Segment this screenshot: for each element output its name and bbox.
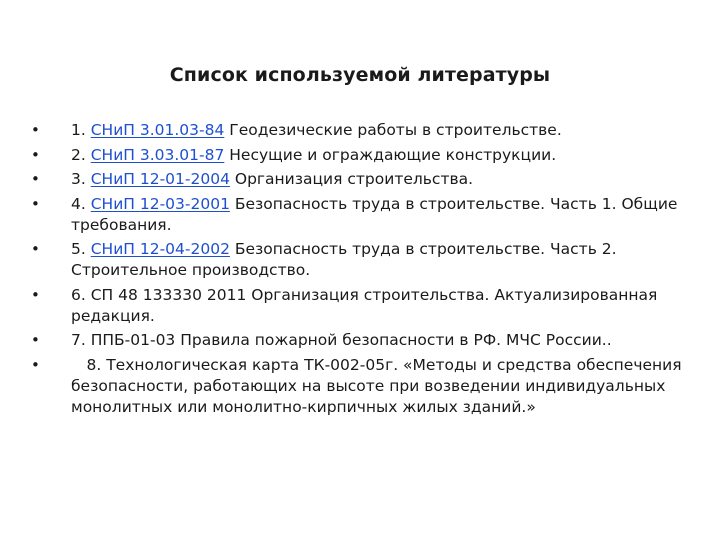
reference-text: Геодезические работы в строительстве. [224,121,562,139]
list-item [29,120,689,141]
list-item [29,169,689,190]
reference-text: Безопасность труда в строительстве. Часть 1. Общие требования. [71,194,678,234]
reference-number: 4. [71,194,91,213]
bullet-icon: • [31,170,40,188]
list-item [29,355,689,418]
reference-text: 8. Технологическая карта ТК-002-05г. «Методы и средства обеспечения безопасности, работающих на высоте при возведении индивидуальных монолитных или монолитно-кирпичных жилых зданий.» [71,355,682,416]
list-item [29,194,689,236]
list-item [29,330,689,351]
bullet-icon: • [31,121,40,139]
bullet-icon: • [31,355,40,374]
bullet-icon: • [31,331,40,349]
reference-number: 1. [71,121,91,139]
reference-number: 5. [71,240,91,258]
reference-link[interactable]: СНиП 12-04-2002 [90,240,230,258]
bullet-icon: • [31,194,40,213]
list-item [29,285,689,327]
reference-number: 2. [71,145,91,164]
bullet-icon: • [31,285,40,304]
reference-link[interactable]: СНиП 3.01.03-84 [90,121,225,139]
reference-link[interactable]: СНиП 3.03.01-87 [90,145,225,164]
reference-text: 6. СП 48 133330 2011 Организация строительства. Актуализированная редакция. [71,285,658,325]
reference-text: 7. ППБ-01-03 Правила пожарной безопасности в РФ. МЧС России.. [71,331,612,349]
list-item [29,239,689,281]
reference-text: Безопасность труда в строительстве. Часть 2. Строительное производство. [71,240,617,279]
reference-number: 3. [71,170,91,188]
reference-link[interactable]: СНиП 12-01-2004 [90,170,230,188]
reference-text: Несущие и ограждающие конструкции. [224,145,557,164]
references-list [29,120,689,421]
bullet-icon: • [31,145,40,164]
list-item [29,145,689,166]
bullet-icon: • [31,240,40,258]
reference-text: Организация строительства. [229,170,474,188]
page-title: Список используемой литературы [169,64,551,86]
reference-link[interactable]: СНиП 12-03-2001 [90,194,230,213]
